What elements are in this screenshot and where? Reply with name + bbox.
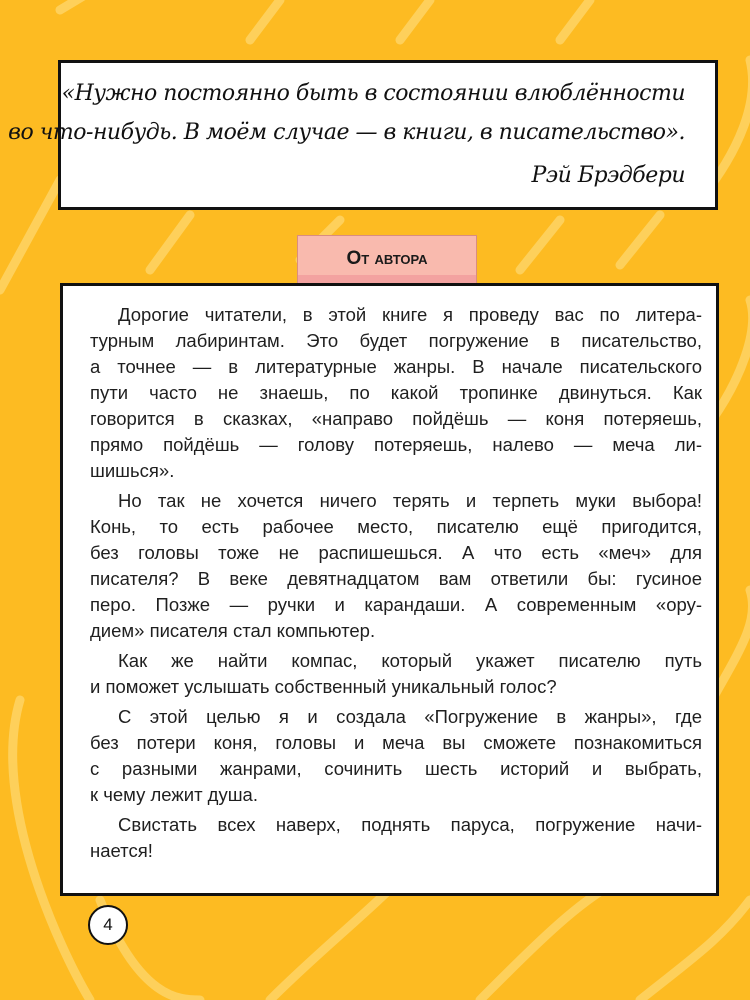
text-line: без потери коня, головы и меча вы сможете познакомиться — [90, 732, 702, 753]
text-line: Как же найти компас, который укажет писателю путь — [118, 650, 702, 671]
text-line: а точнее — в литературные жанры. В начале писательского — [90, 356, 702, 377]
paragraph — [90, 812, 702, 864]
text-line: нается! — [90, 840, 153, 861]
epigraph-quote-box — [8, 60, 718, 210]
paragraph — [90, 648, 702, 700]
text-line: С этой целью я и создала «Погружение в жанры», где — [118, 706, 702, 727]
text-line: говорится в сказках, «направо пойдёшь — коня потеряешь, — [90, 408, 702, 429]
author-foreword-box — [60, 283, 719, 896]
text-line: прямо пойдёшь — голову потеряешь, налево — меча ли- — [90, 434, 702, 455]
text-line: и поможет услышать собственный уникальный голос? — [90, 676, 557, 697]
text-line: перо. Позже — ручки и карандаши. А современным «ору- — [90, 594, 702, 615]
text-line: турным лабиринтам. Это будет погружение в писательство, — [90, 330, 702, 351]
text-line: Но так не хочется ничего терять и терпеть муки выбора! — [118, 490, 702, 511]
text-line: шишься». — [90, 460, 175, 481]
quote-author: Рэй Брэдбери — [531, 163, 685, 188]
paragraph — [90, 704, 702, 808]
text-line: Дорогие читатели, в этой книге я проведу вас по литера- — [118, 304, 702, 325]
text-line: Конь, то есть рабочее место, писателю ещё пригодится, — [90, 516, 702, 537]
text-line: Свистать всех наверх, поднять паруса, погружение начи- — [118, 814, 702, 835]
section-title: От автора — [346, 248, 428, 269]
paragraph — [90, 488, 702, 644]
text-line: писателя? В веке девятнадцатом вам ответили бы: гусиное — [90, 568, 702, 589]
text-line: дием» писателя стал компьютер. — [90, 620, 376, 641]
text-line: к чему лежит душа. — [90, 784, 258, 805]
page-number: 4 — [88, 905, 128, 945]
section-title-tab — [297, 235, 477, 285]
text-line: пути часто не знаешь, по какой тропинке двинуться. Как — [90, 382, 702, 403]
quote-line: «Нужно постоянно быть в состоянии влюблённости — [61, 81, 685, 106]
foreword-text — [90, 302, 702, 864]
quote-line: во что-нибудь. В моём случае — в книги, в писательство». — [8, 120, 685, 145]
text-line: без головы тоже не распишешься. А что есть «меч» для — [90, 542, 702, 563]
text-line: с разными жанрами, сочинить шесть историй и выбрать, — [90, 758, 702, 779]
paragraph — [90, 302, 702, 484]
